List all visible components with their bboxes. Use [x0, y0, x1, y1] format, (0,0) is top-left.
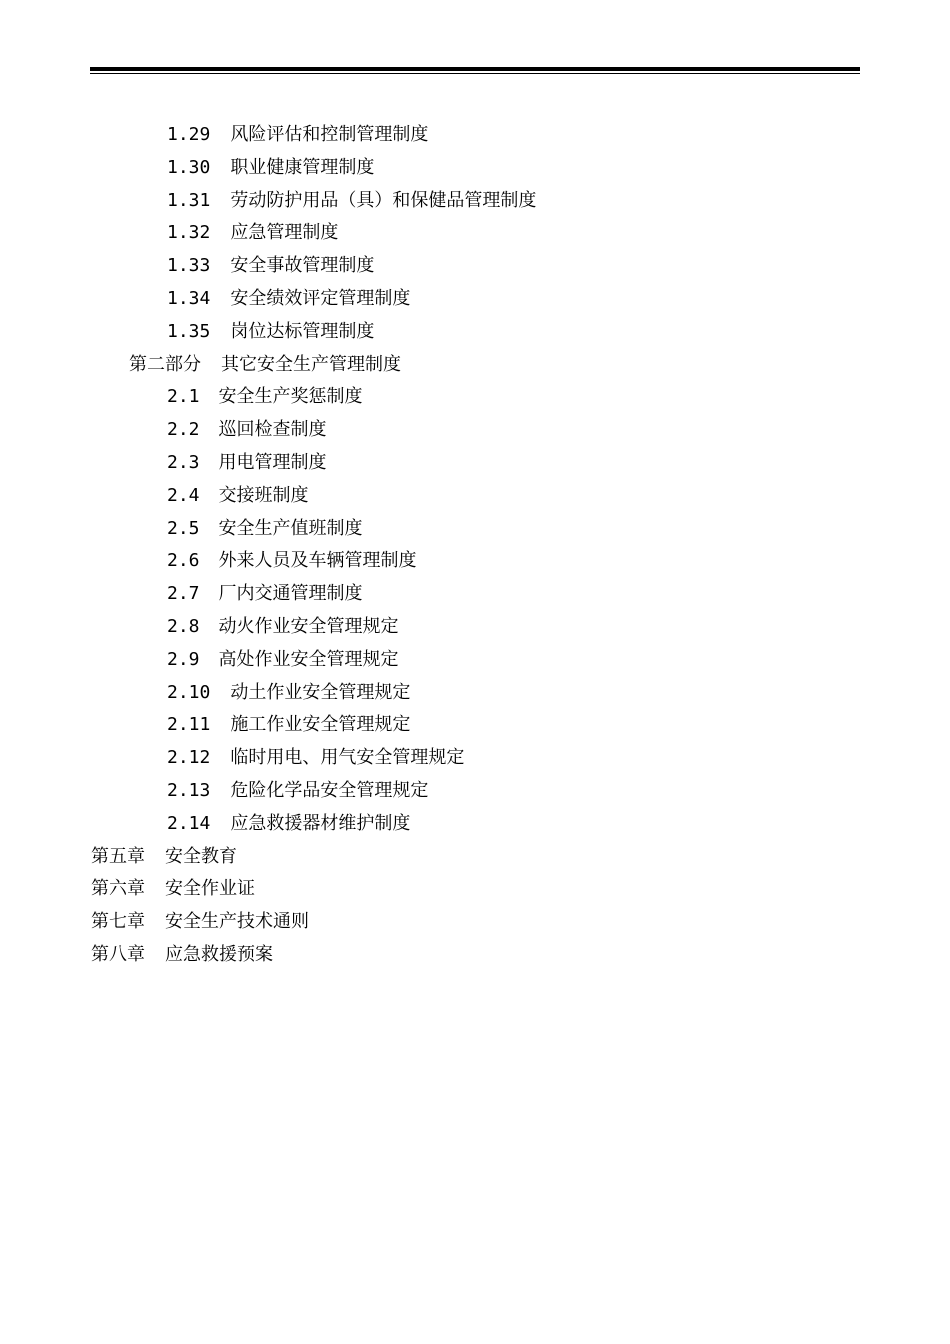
toc-entry-number: 2.8: [167, 616, 200, 637]
toc-entry-title: 安全绩效评定管理制度: [230, 288, 411, 309]
toc-entry-title: 临时用电、用气安全管理规定: [230, 747, 465, 769]
toc-entry-number: 2.13: [167, 780, 211, 801]
toc-entry-number: 1.33: [167, 255, 211, 277]
toc-entry[interactable]: [167, 512, 363, 545]
toc-entry-number: 2.11: [167, 714, 211, 736]
toc-entry-title: 职业健康管理制度: [230, 156, 375, 178]
toc-entry[interactable]: [91, 905, 309, 938]
toc-entry-title: 应急救援器材维护制度: [230, 812, 411, 834]
toc-entry-number: 2.10: [167, 681, 211, 703]
toc-entry-number: 1.35: [167, 320, 211, 342]
toc-entry-number: 1.34: [167, 288, 211, 309]
toc-entry-title: 安全教育: [165, 845, 237, 867]
toc-entry-number: 1.30: [167, 156, 211, 178]
toc-entry[interactable]: [167, 151, 374, 184]
toc-entry-title: 安全生产技术通则: [165, 911, 309, 933]
toc-entry[interactable]: [167, 380, 363, 413]
toc-entry-title: 应急救援预案: [165, 944, 273, 965]
toc-entry-title: 安全作业证: [165, 878, 255, 900]
toc-entry-number: 第五章: [91, 845, 145, 867]
toc-entry-number: 第八章: [91, 944, 145, 965]
toc-entry-number: 2.6: [167, 550, 200, 572]
toc-entry[interactable]: [167, 741, 464, 774]
header-rule-thin: [90, 73, 860, 74]
toc-entry-number: 2.1: [167, 386, 200, 408]
toc-entry-title: 交接班制度: [218, 484, 309, 506]
toc-entry-number: 2.3: [167, 452, 200, 473]
toc-entry[interactable]: [167, 643, 399, 676]
toc-entry-number: 1.32: [167, 222, 211, 244]
toc-entry[interactable]: [129, 348, 401, 381]
toc-entry-number: 第二部分: [129, 353, 201, 375]
toc-entry-title: 岗位达标管理制度: [230, 320, 375, 342]
toc-entry[interactable]: [167, 708, 410, 741]
toc-entry[interactable]: [167, 184, 536, 217]
toc-entry-title: 外来人员及车辆管理制度: [218, 550, 417, 572]
toc-entry-title: 危险化学品安全管理规定: [230, 780, 429, 801]
toc-entry[interactable]: [167, 774, 428, 807]
toc-entry-title: 劳动防护用品（具）和保健品管理制度: [230, 189, 537, 211]
toc-entry[interactable]: [167, 413, 327, 446]
toc-entry-title: 风险评估和控制管理制度: [230, 124, 429, 145]
toc-entry[interactable]: [167, 446, 327, 479]
toc-entry-title: 安全事故管理制度: [230, 255, 375, 277]
toc-entry-title: 施工作业安全管理规定: [230, 714, 411, 736]
toc-entry-title: 其它安全生产管理制度: [221, 353, 401, 375]
toc-entry-title: 应急管理制度: [230, 222, 339, 244]
toc-entry[interactable]: [167, 544, 417, 577]
toc-entry[interactable]: [167, 479, 309, 512]
toc-entry-title: 动火作业安全管理规定: [218, 616, 399, 637]
toc-entry[interactable]: [91, 938, 273, 971]
toc-entry[interactable]: [91, 872, 255, 905]
toc-entry[interactable]: [167, 577, 363, 610]
toc-entry-number: 1.29: [167, 124, 211, 145]
toc-entry[interactable]: [167, 676, 410, 709]
toc-entry-number: 1.31: [167, 189, 211, 211]
toc-entry-title: 厂内交通管理制度: [218, 583, 363, 605]
toc-entry-number: 2.5: [167, 517, 200, 539]
toc-entry-number: 2.14: [167, 812, 211, 834]
toc-entry[interactable]: [167, 315, 374, 348]
toc-entry-number: 2.9: [167, 648, 200, 670]
toc-entry-title: 用电管理制度: [218, 452, 327, 473]
toc-entry-number: 第六章: [91, 878, 145, 900]
toc-entry-number: 2.2: [167, 419, 200, 441]
toc-entry[interactable]: [167, 610, 399, 643]
toc-entry-title: 高处作业安全管理规定: [218, 648, 399, 670]
toc-entry[interactable]: [167, 216, 338, 249]
toc-entry-number: 2.7: [167, 583, 200, 605]
toc-entry-title: 动土作业安全管理规定: [230, 681, 411, 703]
toc-entry-title: 巡回检查制度: [218, 419, 327, 441]
toc-entry[interactable]: [167, 118, 428, 151]
toc-entry-number: 第七章: [91, 911, 145, 933]
toc-entry[interactable]: [167, 807, 410, 840]
toc-entry-title: 安全生产奖惩制度: [218, 386, 363, 408]
toc-entry[interactable]: [91, 840, 237, 873]
toc-entry-title: 安全生产值班制度: [218, 517, 363, 539]
toc-entry-number: 2.12: [167, 747, 211, 769]
toc-entry[interactable]: [167, 282, 410, 315]
header-rule-thick: [90, 67, 860, 71]
toc-entry-number: 2.4: [167, 484, 200, 506]
toc-entry[interactable]: [167, 249, 374, 282]
